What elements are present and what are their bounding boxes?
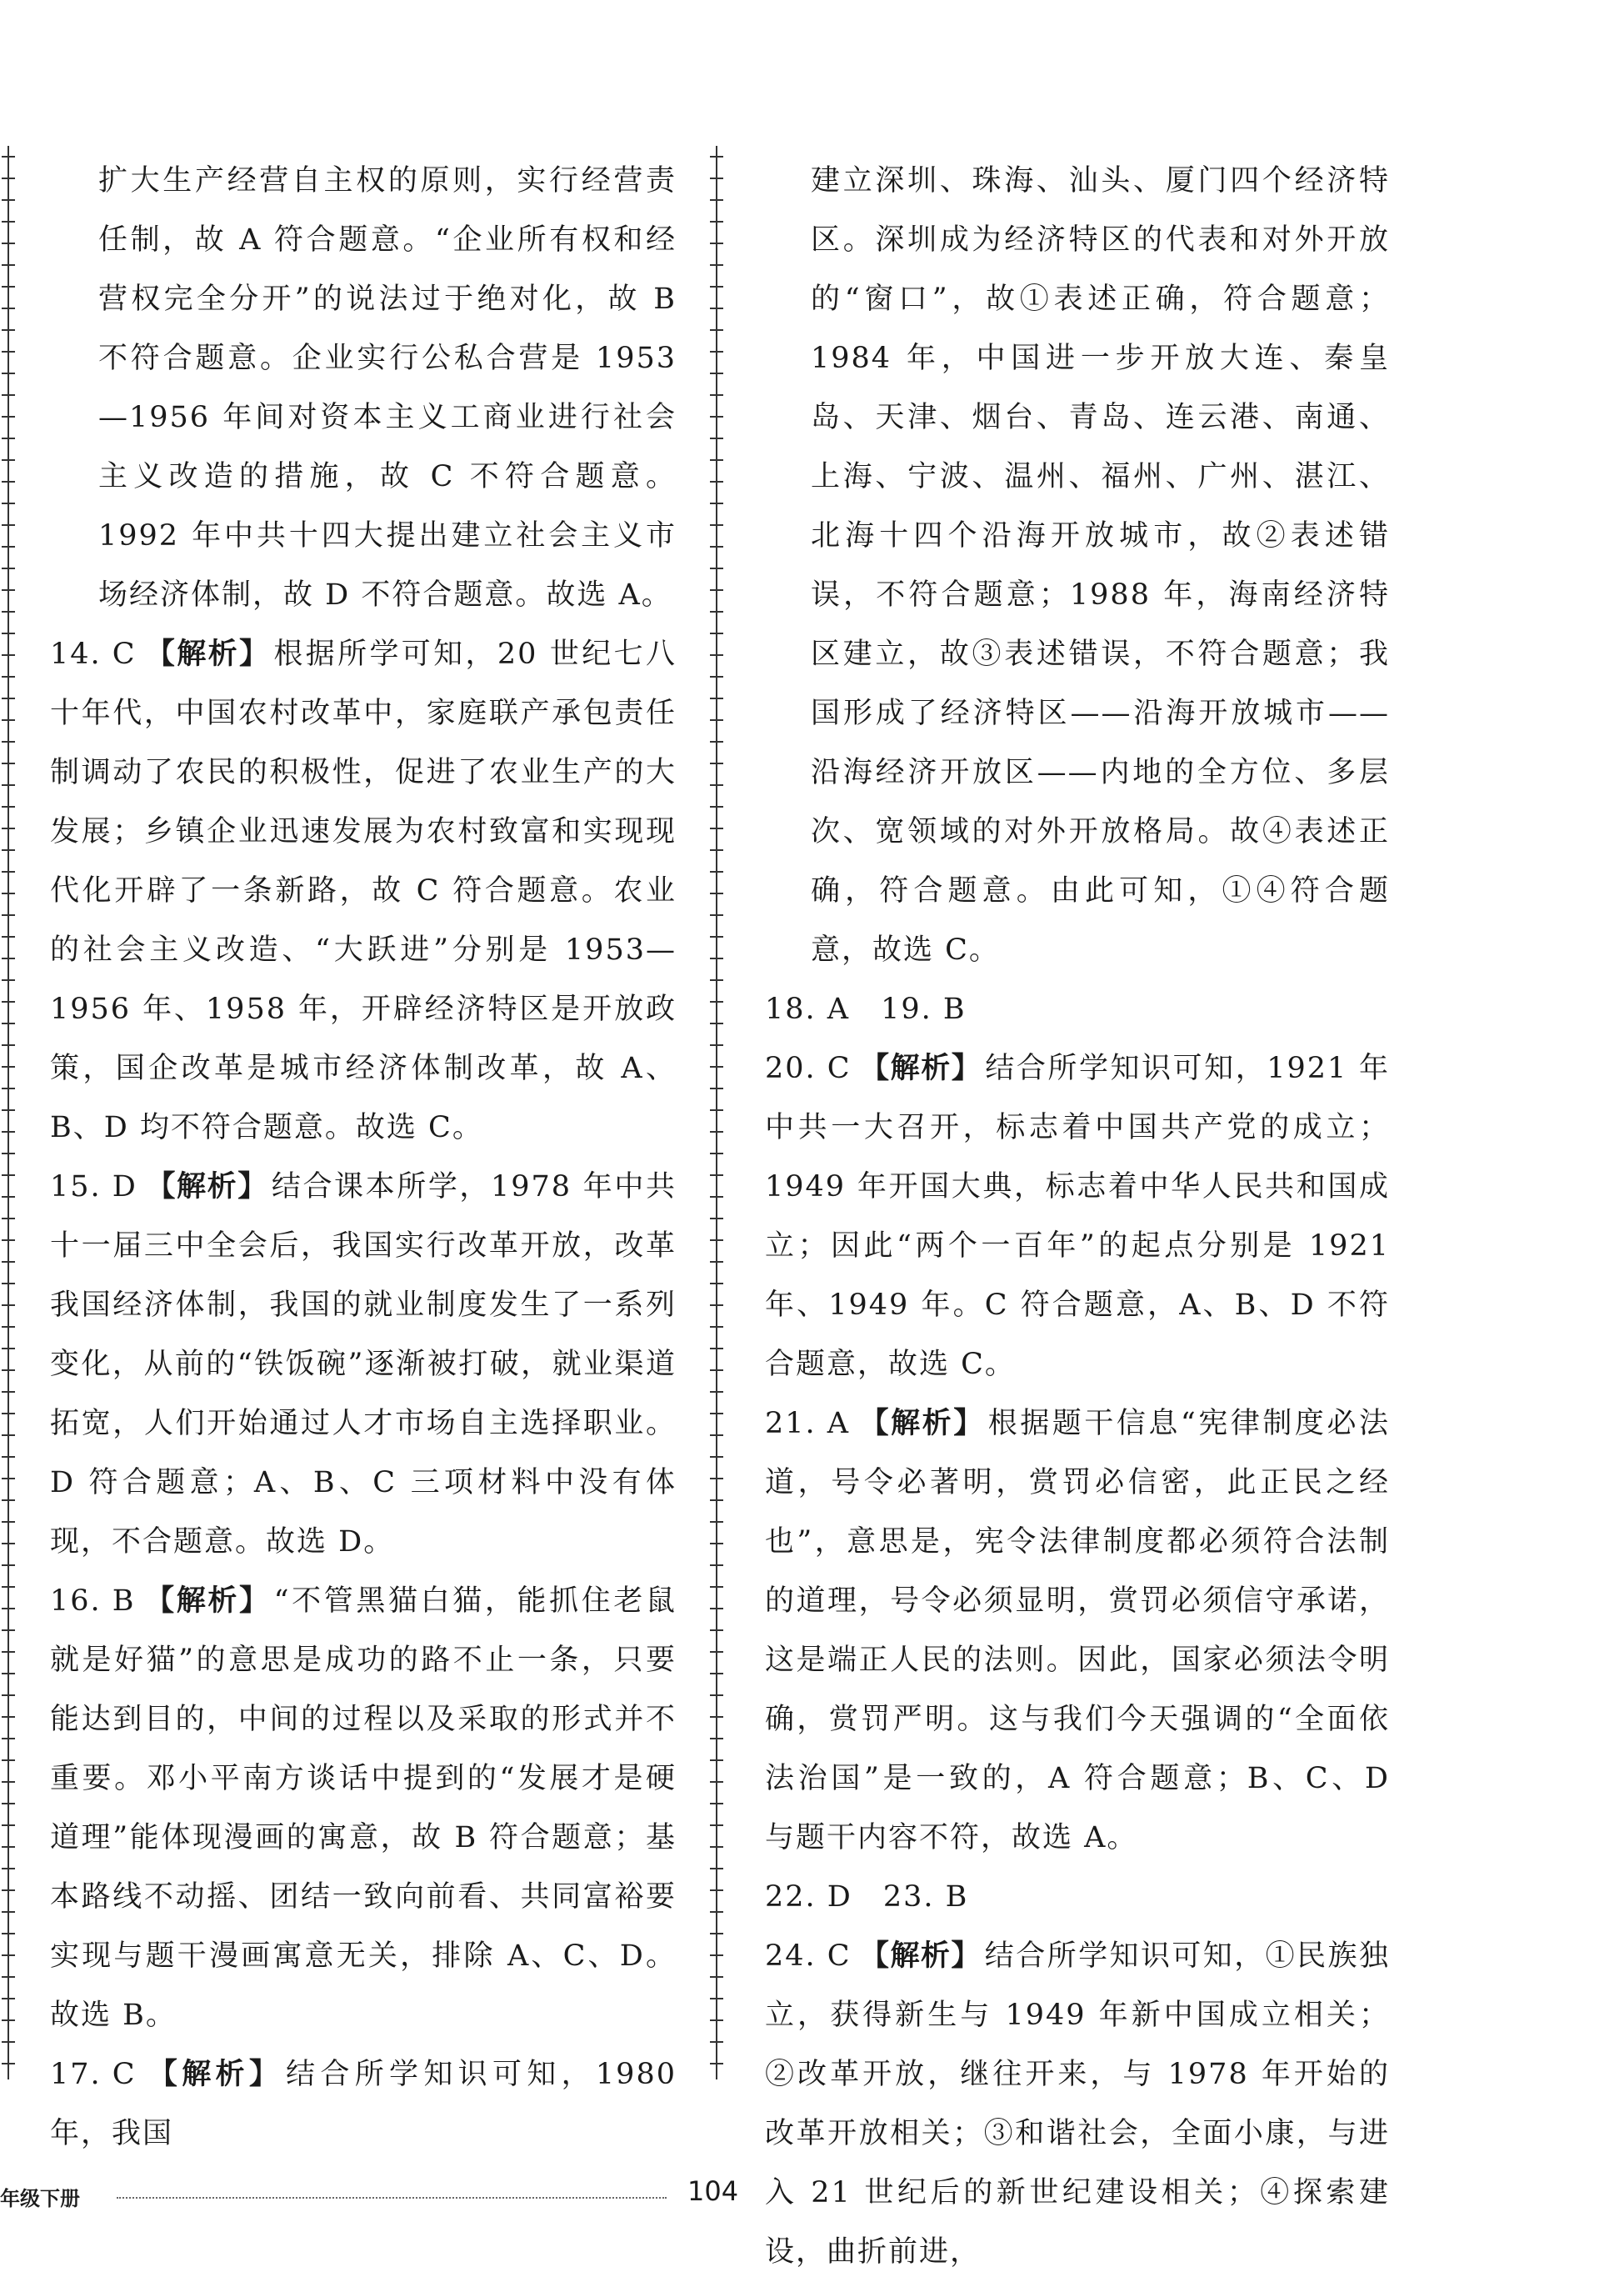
answer-item-21 (765, 1394, 1390, 1868)
question-number: 24. C (765, 1939, 852, 1973)
question-number: 20. C (765, 1052, 852, 1085)
analysis-tag: 【解析】 (859, 1052, 982, 1085)
answer-item-14 (50, 625, 677, 1158)
center-margin-rule (710, 146, 723, 2079)
analysis-text: 结合所学知识可知，1921 年中共一大召开，标志着中国共产党的成立；1949 年开国大典，标志着中华人民共和国成立；因此“两个一百年”的起点分别是 1921 年、1949 年。C 符合题意，A、B、D 不符合题意，故选 C。 (765, 1052, 1390, 1381)
answer-item-17 (50, 2045, 677, 2164)
question-number: 16. B (50, 1584, 136, 1618)
left-margin-rule (2, 146, 15, 2079)
answers-18-19: 18. A 19. B (765, 993, 967, 1026)
analysis-tag: 【解析】 (145, 1170, 268, 1204)
footer-grade-label: 年级下册 (0, 2187, 80, 2210)
analysis-tag: 【解析】 (143, 1584, 271, 1618)
question-number: 15. D (50, 1170, 137, 1204)
footer-dotted-rule (117, 2197, 667, 2199)
left-column (50, 152, 677, 2164)
analysis-tag: 【解析】 (144, 638, 271, 671)
continuation-paragraph: 建立深圳、珠海、汕头、厦门四个经济特区。深圳成为经济特区的代表和对外开放的“窗口”，故①表述正确，符合题意；1984 年，中国进一步开放大连、秦皇岛、天津、烟台、青岛、连云港、南通、上海、宁波、温州、福州、广州、湛江、北海十四个沿海开放城市，故②表述错误，不符合题意；1988 年，海南经济特区建立，故③表述错误，不符合题意；我国形成了经济特区——沿海开放城市——沿海经济开放区——内地的全方位、多层次、宽领域的对外开放格局。故④表述正确，符合题意。由此可知，①④符合题意，故选 C。 (811, 164, 1390, 967)
question-number: 21. A (765, 1407, 851, 1440)
answer-item-24 (765, 1927, 1390, 2282)
analysis-text: 根据所学可知，20 世纪七八十年代，中国农村改革中，家庭联产承包责任制调动了农民的积极性，促进了农业生产的大发展；乡镇企业迅速发展为农村致富和实现现代化开辟了一条新路，故 C 符合题意。农业的社会主义改造、“大跃进”分别是 1953—1956 年、1958 年，开辟经济特区是开放政策，国企改革是城市经济体制改革，故 A、B、D 均不符合题意。故选 C。 (50, 638, 677, 1144)
analysis-text: 结合所学知识可知，①民族独立，获得新生与 1949 年新中国成立相关；②改革开放，继往开来，与 1978 年开始的改革开放相关；③和谐社会，全面小康，与进入 21 世纪后的新世纪建设相关；④探索建设，曲折前进， (765, 1939, 1390, 2269)
answer-item-20 (765, 1039, 1390, 1394)
analysis-text: 结合课本所学，1978 年中共十一届三中全会后，我国实行改革开放，改革我国经济体制，我国的就业制度发生了一系列变化，从前的“铁饭碗”逐渐被打破，就业渠道拓宽，人们开始通过人才市场自主选择职业。D 符合题意；A、B、C 三项材料中没有体现，不合题意。故选 D。 (50, 1170, 677, 1559)
answer-item-16 (50, 1572, 677, 2045)
answer-item-15 (50, 1158, 677, 1572)
question-number: 14. C (50, 638, 137, 671)
analysis-tag: 【解析】 (858, 1407, 985, 1440)
right-column (765, 152, 1390, 2282)
analysis-text: 结合所学知识可知，1980 年，我国 (50, 2058, 677, 2150)
answers-22-23: 22. D 23. B (765, 1880, 969, 1914)
page-number: 104 (687, 2175, 739, 2207)
analysis-tag: 【解析】 (859, 1939, 982, 1973)
analysis-text: 根据题干信息“宪律制度必法道，号令必著明，赏罚必信密，此正民之经也”，意思是，宪令法律制度都必须符合法制的道理，号令必须显明，赏罚必须信守承诺，这是端正人民的法则。因此，国家必须法令明确，赏罚严明。这与我们今天强调的“全面依法治国”是一致的，A 符合题意；B、C、D 与题干内容不符，故选 A。 (765, 1407, 1390, 1854)
analysis-text: “不管黑猫白猫，能抓住老鼠就是好猫”的意思是成功的路不止一条，只要能达到目的，中间的过程以及采取的形式并不重要。邓小平南方谈话中提到的“发展才是硬道理”能体现漫画的寓意，故 B 符合题意；基本路线不动摇、团结一致向前看、共同富裕要实现与题干漫画寓意无关，排除 A、C、D。故选 B。 (50, 1584, 677, 2032)
question-number: 17. C (50, 2058, 137, 2091)
continuation-paragraph: 扩大生产经营自主权的原则，实行经营责任制，故 A 符合题意。“企业所有权和经营权完全分开”的说法过于绝对化，故 B 不符合题意。企业实行公私合营是 1953—1956 年间对资本主义工商业进行社会主义改造的措施，故 C 不符合题意。1992 年中共十四大提出建立社会主义市场经济体制，故 D 不符合题意。故选 A。 (98, 164, 677, 612)
analysis-tag: 【解析】 (144, 2058, 283, 2091)
